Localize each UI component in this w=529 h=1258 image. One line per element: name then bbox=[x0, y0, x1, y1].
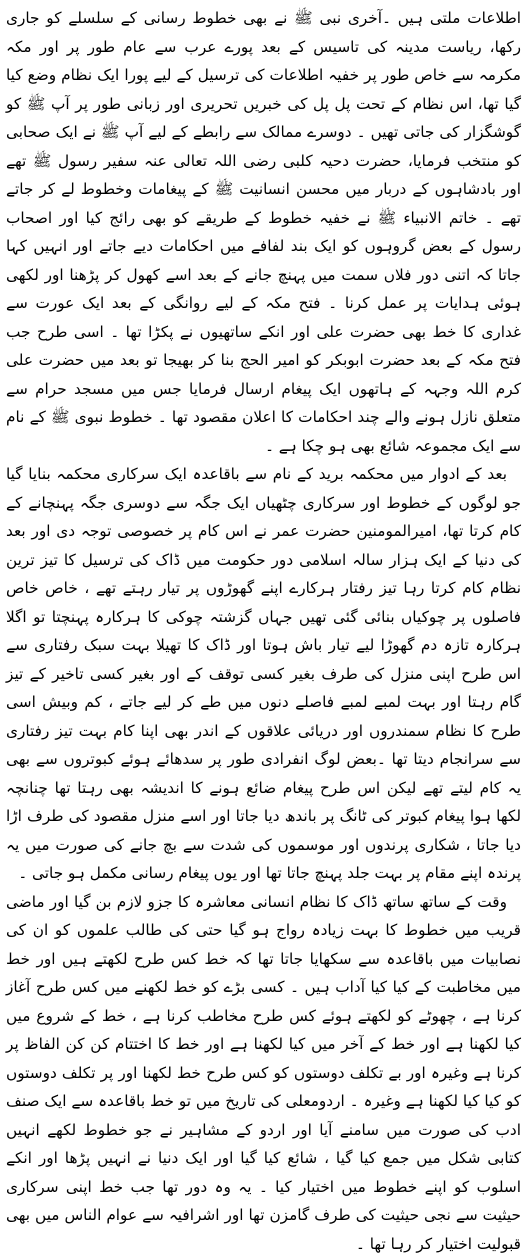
paragraph-2 bbox=[6, 460, 521, 888]
paragraph-3-text: وقت کے ساتھ ساتھ ڈاک کا نظام انسانی معاشرہ کا جزو لازم بن گیا اور ماضی قریب میں خطوط کا بہت زیادہ رواج ہو گیا حتی کی طالب علموں کو ان کی نصابیات میں باقاعدہ سے سکھایا جاتا تھا کہ خط کس طرح لکھتے ہیں اور خط میں مخاطبت کے کیا کیا آداب ہیں ۔ کسی بڑے کو خط لکھنے میں کس طرح آغاز کرنا ہے ، چھوٹے کو لکھتے ہوئے کس طرح مخاطب کرنا ہے ، خط کے شروع میں کیا لکھنا ہے اور خط کے آخر میں کیا لکھنا ہے اور خط کا اختتام کن کن الفاظ پر کرنا ہے وغیرہ اور بے تکلف دوستوں کو کس طرح خط لکھنا اور پر تکلف دوستوں کو کیا کیا لکھنا ہے وغیرہ ۔ اردومعلی کی تاریخ میں تو خط باقاعدہ سے ایک صنف ادب کی صورت میں سامنے آیا اور اردو کے مشاہیر نے جو خطوط لکھے انہیں کتابی شکل میں جمع کیا گیا ، شائع کیا گیا اور ایک دنیا نے انہیں پڑھا اور انکے اسلوب کو اپنے خطوط میں اختیار کیا ۔ یہ وہ دور تھا جب خط اپنی سرکاری حیثیت سے نجی حیثیت کی طرف گامزن تھا اور اشرافیہ سے عوام الناس میں بھی قبولیت اختیار کر رہا تھا ۔ bbox=[6, 892, 521, 1253]
paragraph-2-text: بعد کے ادوار میں محکمہ برید کے نام سے باقاعدہ ایک سرکاری محکمہ بنایا گیا جو لوگوں کے خطوط اور سرکاری چٹھیاں ایک جگہ سے دوسری جگہ پہنچانے کے کام کرتا تھا، امیرالمومنین حضرت عمر نے اس کام پر خصوصی توجہ دی اور بعد کی دنیا کے ایک ہزار سالہ اسلامی دور حکومت میں ڈاک کی ترسیل کا تیز ترین نظام کام کرتا رہا تیز رفتار ہرکارے اپنے گھوڑوں پر تیار رہتے تھے ، خاص خاص فاصلوں پر چوکیاں بنائی گئی تھیں جہاں گزشتہ چوکی کا ہرکارہ پہنچتا تو اگلا ہرکارہ تازہ دم گھوڑا لیے تیار باش ہوتا اور ڈاک کا تھیلا بہت سبک رفتاری سے اس طرح اپنی منزل کی طرف بغیر کسی توقف کے اور بغیر کسی تاخیر کے تیز گام رہتا اور بہت لمبے لمبے فاصلے دنوں میں طے کر لیے جاتے ، کم وبیش اسی طرح کا نظام سمندروں اور دریائی علاقوں کے اندر بھی اپنا کام بہت تیز رفتاری سے سرانجام دیتا تھا ۔بعض لوگ انفرادی طور پر سدھائے ہوئے کبوتروں سے بھی یہ کام لیتے تھے لیکن اس طرح پیغام ضائع ہونے کا اندیشہ بھی رہتا تھا چنانچہ لکھا ہوا پیغام کبوتر کی ٹانگ پر باندھ دیا جاتا اور اسے منزل مقصود کی طرف اڑا دیا جاتا ، شکاری پرندوں اور موسموں کی شدت سے بچ جانے کی صورت میں یہ پرندہ اپنے مقام پر بہت جلد پہنچ جاتا تھا اور یوں پیغام رسانی مکمل ہو جاتی ۔ bbox=[6, 465, 521, 882]
paragraph-1-text: اطلاعات ملتی ہیں ۔آخری نبی ﷺ نے بھی خطوط رسانی کے سلسلے کو جاری رکھا، ریاست مدینہ کی تاسیس کے بعد پورے عرب سے عام طور پر اور مکہ مکرمہ سے خاص طور پر خفیہ اطلاعات کی ترسیل کے لیے پورا ایک نظام وضع کیا گیا تھا، اس نظام کے تحت پل پل کی خبریں تحریری اور زبانی طور پر آپ ﷺ کو گوشگزار کی جاتی تھیں ۔ دوسرے ممالک سے رابطے کے لیے آپ ﷺ نے ایک صحابی کو منتخب فرمایا، حضرت دحیہ کلبی رضی اللہ تعالی عنہ سفیر رسول ﷺ تھے اور بادشاہوں کے دربار میں محسن انسانیت ﷺ کے پیغامات وخطوط لے کر جاتے تھے ۔ خاتم الانبیاء ﷺ نے خفیہ خطوط کے طریقے کو بھی رائج کیا اور اصحاب رسول کے بعض گروہوں کو ایک بند لفافے میں احکامات دیے جاتے اور انہیں کہا جاتا کہ اتنی دور فلاں سمت میں پہنچ جانے کے بعد اسے کھول کر پڑھنا اور لکھی ہوئی ہدایات پر عمل کرنا ۔ فتح مکہ کے لیے روانگی کے بعد ایک عورت سے غداری کا خط بھی حضرت علی اور انکے ساتھیوں نے پکڑا تھا ۔ اسی طرح جب فتح مکہ کے بعد حضرت ابوبکر کو امیر الحج بنا کر بھیجا تو بعد میں حضرت علی کرم اللہ وجہہ کے ہاتھوں ایک پیغام ارسال فرمایا جس میں مسجد حرام سے متعلق نازل ہونے والے چند احکامات کا اعلان مقصود تھا ۔ خطوط نبوی ﷺ کے نام سے ایک مجموعہ شائع بھی ہو چکا ہے ۔ bbox=[6, 9, 521, 455]
paragraph-1 bbox=[6, 4, 521, 460]
paragraph-3 bbox=[6, 888, 521, 1258]
